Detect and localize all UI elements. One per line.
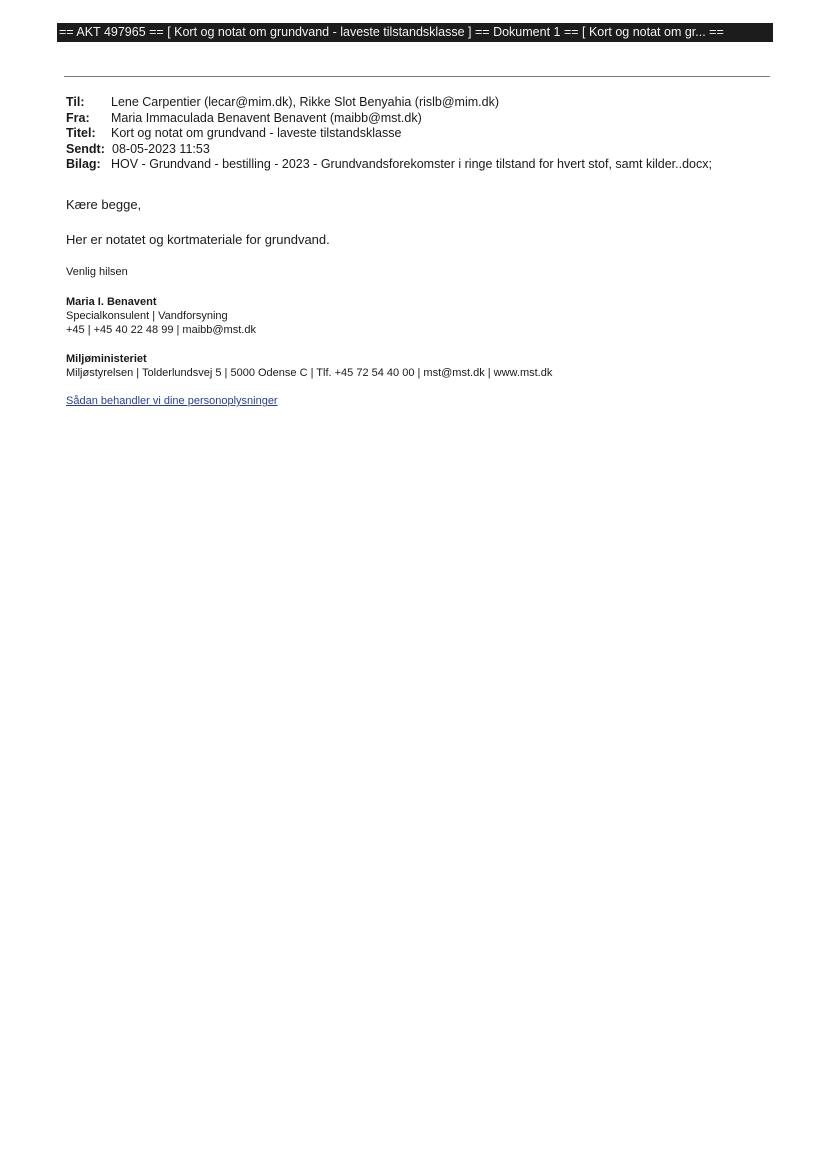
privacy-link[interactable]: Sådan behandler vi dine personoplysninger	[66, 395, 278, 407]
signature-name: Maria I. Benavent	[66, 296, 157, 308]
organization-details: Miljøstyrelsen | Tolderlundsvej 5 | 5000 Odense C | Tlf. +45 72 54 40 00 | mst@mst.dk | www.mst.dk	[66, 367, 553, 379]
header-row-to	[66, 95, 786, 111]
email-header-block	[66, 95, 786, 173]
email-greeting: Kære begge,	[66, 197, 142, 212]
title-label: Titel:	[66, 126, 96, 140]
header-row-sent	[66, 142, 786, 158]
attachment-value: HOV - Grundvand - bestilling - 2023 - Grundvandsforekomster i ringe tilstand for hvert stof, samt kilder..docx;	[111, 157, 712, 171]
header-row-attachment	[66, 157, 786, 173]
organization-name: Miljøministeriet	[66, 353, 147, 365]
header-row-title	[66, 126, 786, 142]
from-label: Fra:	[66, 110, 90, 125]
email-body-text: Her er notatet og kortmateriale for grundvand.	[66, 232, 330, 247]
to-label: Til:	[66, 95, 85, 109]
signature-contact: +45 | +45 40 22 48 99 | maibb@mst.dk	[66, 324, 256, 336]
sent-value: 08-05-2023 11:53	[112, 141, 210, 156]
signature-role: Specialkonsulent | Vandforsyning	[66, 310, 228, 322]
email-closing: Venlig hilsen	[66, 266, 128, 278]
to-value: Lene Carpentier (lecar@mim.dk), Rikke Slot Benyahia (rislb@mim.dk)	[111, 95, 499, 109]
title-value: Kort og notat om grundvand - laveste tilstandsklasse	[111, 126, 402, 140]
from-value: Maria Immaculada Benavent Benavent (maibb@mst.dk)	[111, 110, 422, 125]
organization-block	[66, 352, 552, 380]
header-divider	[64, 76, 770, 77]
attachment-label: Bilag:	[66, 157, 101, 171]
sent-label: Sendt:	[66, 141, 105, 156]
signature-block	[66, 295, 256, 337]
document-banner: == AKT 497965 == [ Kort og notat om grundvand - laveste tilstandsklasse ] == Dokument 1 == [ Kort og notat om gr... ==	[57, 23, 773, 42]
header-row-from	[66, 111, 786, 127]
